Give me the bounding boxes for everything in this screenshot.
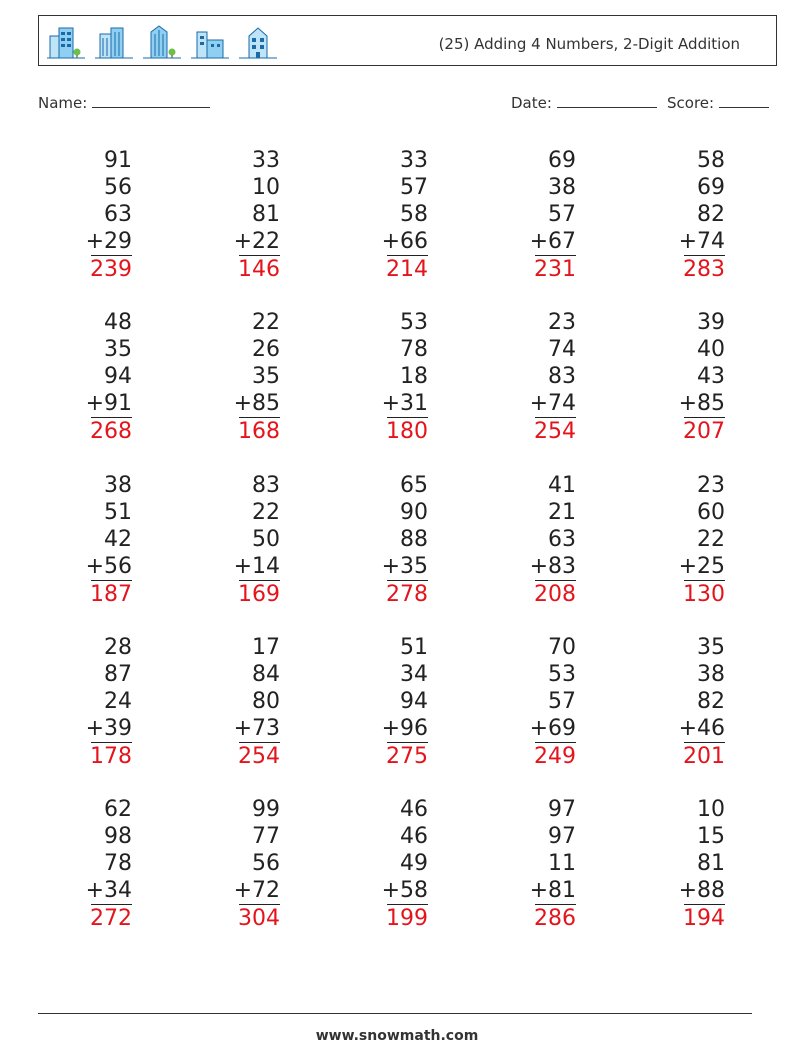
last-addend: +56 [85,554,132,579]
addend: 62 [104,797,132,822]
addend: 38 [104,473,132,498]
addend: 22 [252,310,280,335]
addend: 22 [252,500,280,525]
answer: 169 [238,582,280,607]
addend: 98 [104,824,132,849]
addend: 63 [104,202,132,227]
last-addend: +35 [381,554,428,579]
addition-problem [630,309,725,445]
last-addend: +25 [678,554,725,579]
addend: 78 [104,851,132,876]
addend: 78 [400,337,428,362]
addend: 43 [697,364,725,389]
addend: 28 [104,635,132,660]
last-addend: +46 [678,716,725,741]
answer: 275 [386,744,428,769]
addend: 34 [400,662,428,687]
addend: 63 [548,527,576,552]
addend: 23 [548,310,576,335]
addend: 40 [697,337,725,362]
name-label: Name: [38,94,88,112]
answer: 208 [534,582,576,607]
addend: 94 [400,689,428,714]
date-label: Date: [511,94,552,112]
addend: 53 [400,310,428,335]
addition-problem [185,796,280,932]
addition-problem [481,147,576,283]
score-label: Score: [667,94,715,112]
addend: 80 [252,689,280,714]
addend: 23 [697,473,725,498]
addend: 87 [104,662,132,687]
last-addend: +72 [233,878,280,903]
addend: 15 [697,824,725,849]
addend: 60 [697,500,725,525]
addend: 81 [697,851,725,876]
addend: 50 [252,527,280,552]
answer: 239 [90,257,132,282]
addend: 88 [400,527,428,552]
last-addend: +74 [529,391,576,416]
addend: 81 [252,202,280,227]
addition-problem [630,147,725,283]
answer: 199 [386,906,428,931]
addend: 18 [400,364,428,389]
addend: 33 [252,148,280,173]
addend: 69 [548,148,576,173]
addition-problem [333,147,428,283]
addend: 48 [104,310,132,335]
answer: 194 [683,906,725,931]
addend: 56 [104,175,132,200]
addition-problem [333,309,428,445]
last-addend: +91 [85,391,132,416]
footer-site: www.snowmath.com [315,1028,479,1044]
last-addend: +29 [85,229,132,254]
addend: 57 [548,689,576,714]
last-addend: +81 [529,878,576,903]
addend: 83 [252,473,280,498]
addition-problem [37,309,132,445]
answer: 178 [90,744,132,769]
footer-divider [38,1013,752,1014]
addend: 17 [252,635,280,660]
addend: 35 [697,635,725,660]
addend: 82 [697,202,725,227]
addend: 41 [548,473,576,498]
last-addend: +88 [678,878,725,903]
addend: 74 [548,337,576,362]
addend: 35 [104,337,132,362]
worksheet-title: (25) Adding 4 Numbers, 2-Digit Addition [438,35,740,53]
addition-problem [333,472,428,608]
answer: 214 [386,257,428,282]
addition-problem [37,796,132,932]
addend: 11 [548,851,576,876]
addition-problem [333,634,428,770]
last-addend: +66 [381,229,428,254]
addition-problem [630,796,725,932]
addition-problem [481,309,576,445]
addend: 22 [697,527,725,552]
addend: 42 [104,527,132,552]
addend: 56 [252,851,280,876]
answer: 130 [683,582,725,607]
addition-problem [37,472,132,608]
answer: 304 [238,906,280,931]
addend: 26 [252,337,280,362]
addend: 83 [548,364,576,389]
addition-problem [37,147,132,283]
last-addend: +31 [381,391,428,416]
last-addend: +96 [381,716,428,741]
answer: 146 [238,257,280,282]
addend: 58 [697,148,725,173]
addend: 46 [400,824,428,849]
addend: 69 [697,175,725,200]
answer: 254 [534,419,576,444]
answer: 286 [534,906,576,931]
last-addend: +39 [85,716,132,741]
answer: 168 [238,419,280,444]
last-addend: +83 [529,554,576,579]
last-addend: +22 [233,229,280,254]
addend: 24 [104,689,132,714]
addition-problem [185,634,280,770]
addend: 10 [252,175,280,200]
addition-problem [630,472,725,608]
addition-problem [481,796,576,932]
addend: 91 [104,148,132,173]
addend: 57 [400,175,428,200]
addend: 51 [104,500,132,525]
addend: 21 [548,500,576,525]
addition-problem [630,634,725,770]
answer: 201 [683,744,725,769]
answer: 278 [386,582,428,607]
addition-problem [333,796,428,932]
addend: 65 [400,473,428,498]
answer: 207 [683,419,725,444]
answer: 249 [534,744,576,769]
addend: 51 [400,635,428,660]
addend: 77 [252,824,280,849]
last-addend: +67 [529,229,576,254]
addend: 97 [548,824,576,849]
last-addend: +73 [233,716,280,741]
addend: 46 [400,797,428,822]
addend: 10 [697,797,725,822]
addend: 38 [548,175,576,200]
addend: 94 [104,364,132,389]
addend: 35 [252,364,280,389]
answer: 254 [238,744,280,769]
addend: 90 [400,500,428,525]
last-addend: +34 [85,878,132,903]
last-addend: +85 [233,391,280,416]
addend: 39 [697,310,725,335]
addition-problem [37,634,132,770]
answer: 231 [534,257,576,282]
addition-problem [481,634,576,770]
last-addend: +69 [529,716,576,741]
addend: 99 [252,797,280,822]
addition-problem [185,309,280,445]
addend: 33 [400,148,428,173]
addend: 58 [400,202,428,227]
addend: 70 [548,635,576,660]
last-addend: +85 [678,391,725,416]
answer: 283 [683,257,725,282]
answer: 272 [90,906,132,931]
addend: 49 [400,851,428,876]
addend: 84 [252,662,280,687]
last-addend: +58 [381,878,428,903]
addend: 38 [697,662,725,687]
answer: 187 [90,582,132,607]
addition-problem [185,147,280,283]
answer: 180 [386,419,428,444]
answer: 268 [90,419,132,444]
addend: 82 [697,689,725,714]
addition-problem [481,472,576,608]
addition-problem [185,472,280,608]
addend: 57 [548,202,576,227]
addend: 53 [548,662,576,687]
last-addend: +74 [678,229,725,254]
last-addend: +14 [233,554,280,579]
addend: 97 [548,797,576,822]
